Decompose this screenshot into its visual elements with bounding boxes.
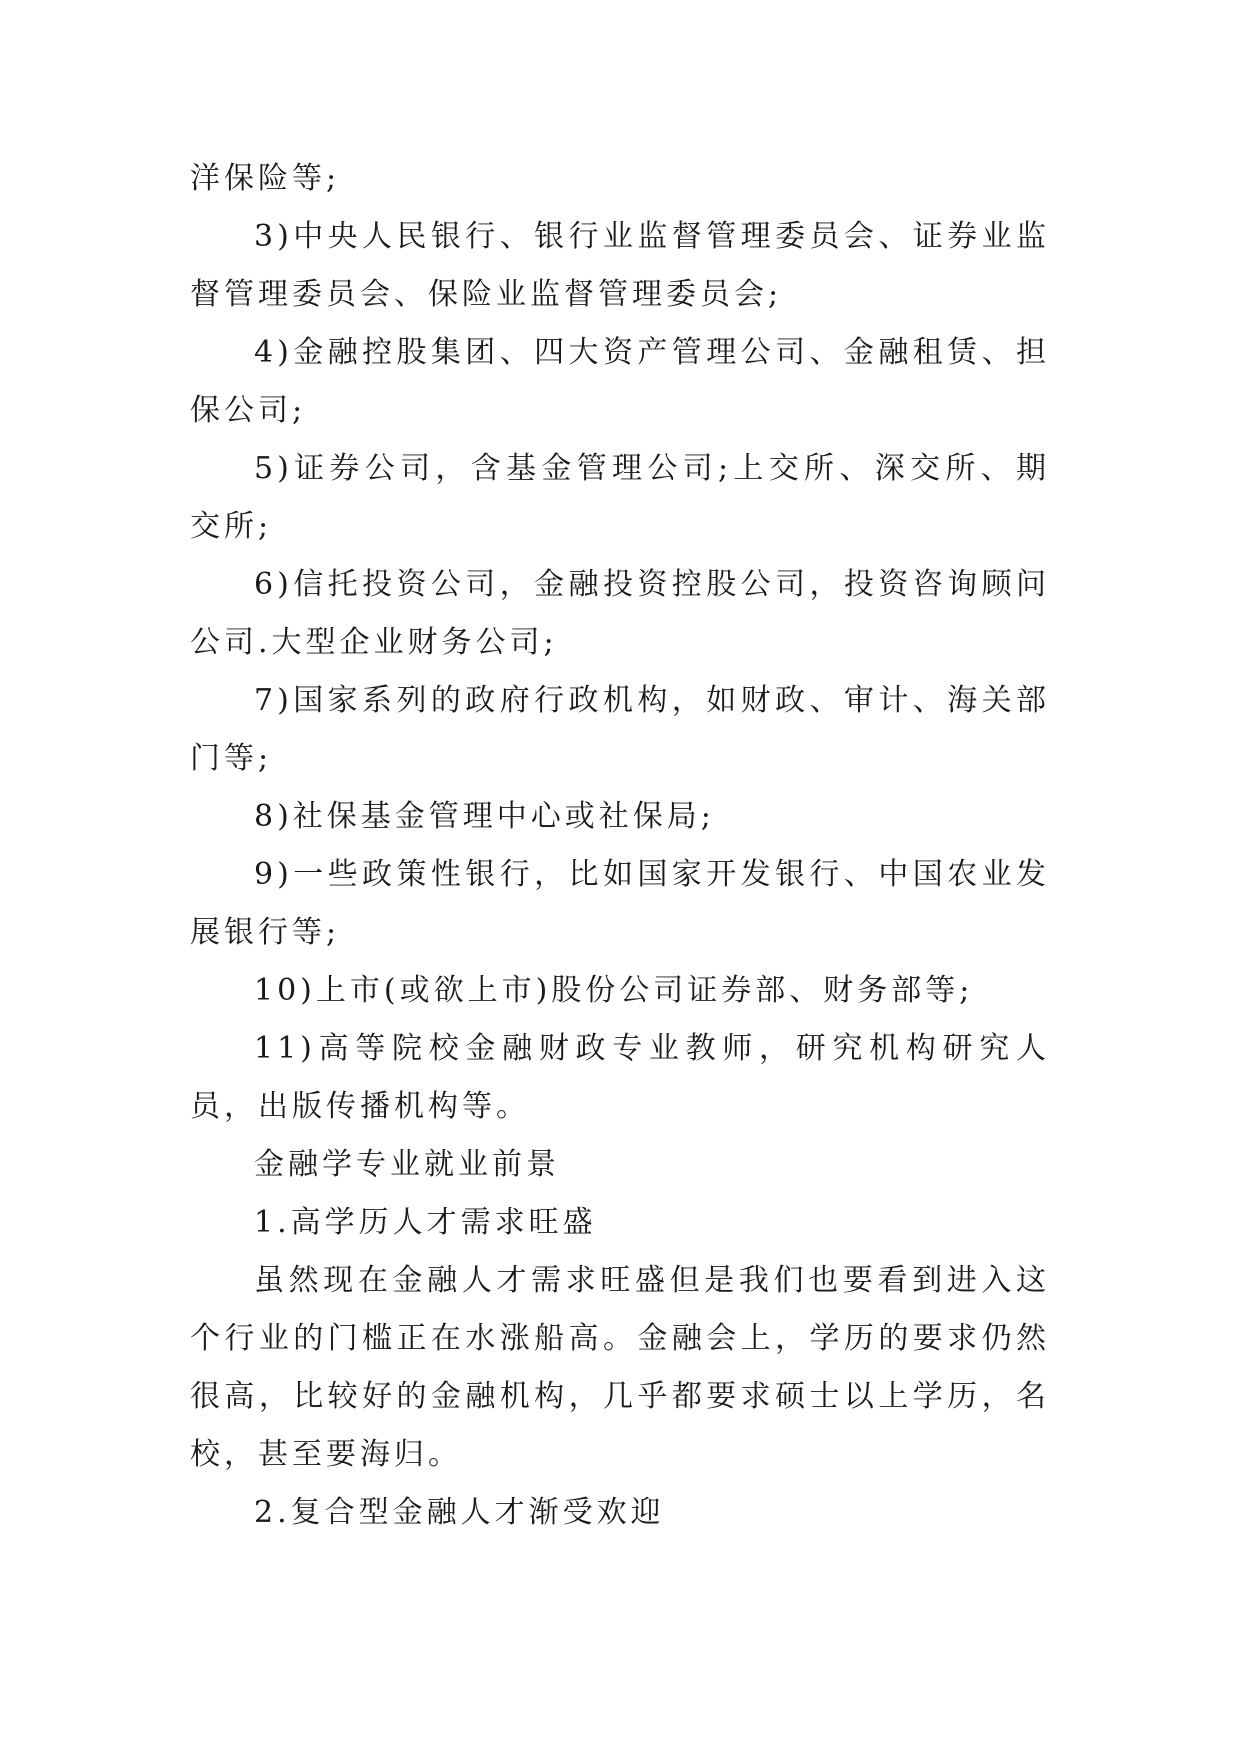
subheading-1: 1.高学历人才需求旺盛 <box>254 1205 597 1240</box>
list-item-8: 8)社保基金管理中心或社保局; <box>254 799 715 834</box>
body-paragraph: 虽然现在金融人才需求旺盛但是我们也要看到进入这个行业的门槛正在水涨船高。金融会上，学历的要求仍然很高，比较好的金融机构，几乎都要求硕士以上学历，名校，甚至要海归。 <box>190 1263 1050 1472</box>
document-page <box>190 150 1050 1542</box>
list-item-3: 3)中央人民银行、银行业监督管理委员会、证券业监督管理委员会、保险业监督管理委员会; <box>190 219 1050 312</box>
list-item-6: 6)信托投资公司，金融投资控股公司，投资咨询顾问公司.大型企业财务公司; <box>190 567 1050 660</box>
list-item-11: 11)高等院校金融财政专业教师，研究机构研究人员，出版传播机构等。 <box>190 1031 1050 1124</box>
paragraph-continuation: 洋保险等; <box>190 161 341 196</box>
subheading-2: 2.复合型金融人才渐受欢迎 <box>254 1495 665 1530</box>
section-heading: 金融学专业就业前景 <box>254 1147 560 1182</box>
list-item-5: 5)证券公司，含基金管理公司;上交所、深交所、期交所; <box>190 451 1050 544</box>
list-item-7: 7)国家系列的政府行政机构，如财政、审计、海关部门等; <box>190 683 1050 776</box>
list-item-4: 4)金融控股集团、四大资产管理公司、金融租赁、担保公司; <box>190 335 1050 428</box>
list-item-10: 10)上市(或欲上市)股份公司证券部、财务部等; <box>254 973 974 1008</box>
list-item-9: 9)一些政策性银行，比如国家开发银行、中国农业发展银行等; <box>190 857 1050 950</box>
